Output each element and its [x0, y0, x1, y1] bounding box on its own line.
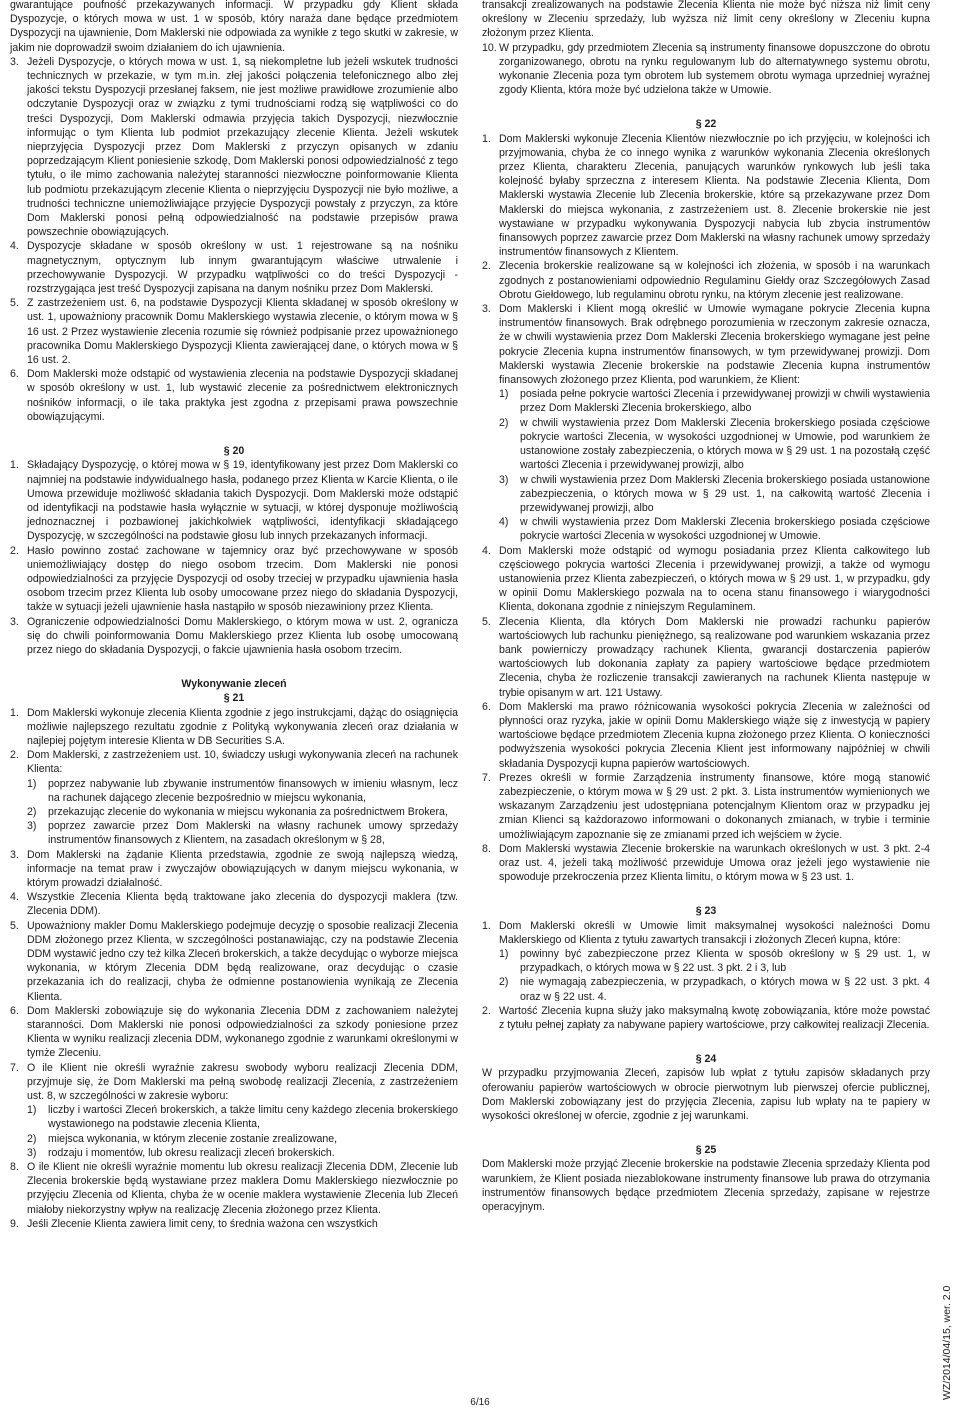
item-number: 1. — [482, 919, 491, 932]
item-text: Dom Maklerski wykonuje Zlecenia Klientów niezwłocznie po ich przyjęciu, w kolejności ich przyjmowania, chyba że co innego wynika z warunków wykonania Zlecenia określonych przez Klienta, charakteru Zlecenia, panujących warunków rynkowych lub jeśli taka kolejność byłaby sprzeczna z interesem Klienta. Na podstawie Zlecenia Klienta, Dom Maklerski wystawia Zlecenie lub Zlecenia brokerskie, które są przekazywane przez Dom Maklerski do miejsca wykonania, z zastrzeżeniem ust. 8. Zlecenie brokerskie nie jest wystawiane w przypadku wykonywania Dyspozycji nabycia lub zbycia instrumentów finansowych poprzez zawarcie przez Dom Maklerski na własny rachunek umowy sprzedaży instrumentów finansowych z Klientem. — [499, 132, 930, 259]
item-text: Upoważniony makler Domu Maklerskiego podejmuje decyzję o sposobie realizacji Zlecenia DDM złożonego przez Klienta, w szczególności postanawiając, czy na podstawie Zlecenia DDM wystawić jedno czy też kilka Zleceń brokerskich, a także decydując o wyborze miejsca wykonania, w którym Zlecenia DDM będą realizowane, oraz decydując o czasie przekazania ich do realizacji, chyba że odmienne postanowienia wynikają ze Zlecenia Klienta. — [27, 919, 458, 1003]
item-number: 1) — [27, 777, 37, 790]
list-item — [10, 367, 458, 424]
item-text: miejsca wykonania, w którym zlecenie zostanie zrealizowane, — [48, 1132, 338, 1145]
list-item — [482, 302, 930, 387]
document-version-code: WZ/2014/04/15, wer. 2.0 — [941, 1285, 953, 1400]
item-text: nie wymagają zabezpieczenia, w przypadkach, o których mowa w § 22 ust. 3 pkt. 4 oraz w § 22 ust. 4. — [520, 976, 930, 1003]
list-item — [10, 296, 458, 367]
item-text: Dom Maklerski i Klient mogą określić w Umowie wymagane pokrycie Zlecenia kupna instrumentów finansowych. Brak odrębnego porozumienia w rzeczonym zakresie oznacza, że w chwili wystawienia przez Dom Maklerski Zlecenia brokerskiego wymagane jest pełne pokrycie Zlecenia kupna instrumentów finansowych, w tym przewidywanej prowizji. Dom Maklerski wystawia Zlecenie brokerskie na podstawie Zlecenia kupna instrumentów finansowych złożonego przez Klienta, pod warunkiem, że Klient: — [499, 303, 930, 387]
item-text: w chwili wystawienia przez Dom Maklerski Zlecenia brokerskiego posiada ustanowione zabezpieczenia, o których mowa w § 29 ust. 1, na całkowitą wartość Zlecenia i przewidywanej prowizji, albo — [520, 473, 930, 514]
item-number: 5. — [482, 615, 491, 628]
list-item — [10, 544, 458, 615]
list-item — [10, 1160, 458, 1217]
spacer — [482, 97, 930, 117]
list-item — [482, 919, 930, 947]
list-item — [482, 41, 930, 98]
item-number: 4. — [10, 240, 19, 253]
item-number: 4. — [482, 544, 491, 557]
item-number: 4) — [499, 516, 509, 529]
item-text: Dom Maklerski, z zastrzeżeniem ust. 10, świadczy usługi wykonywania zleceń na rachunek Klienta: — [27, 749, 458, 776]
list-item — [10, 1061, 458, 1104]
item-number: 1. — [482, 132, 491, 145]
list-item — [10, 848, 458, 891]
list-item — [482, 132, 930, 260]
item-number: 7. — [10, 1061, 19, 1074]
item-number: 3) — [27, 1146, 37, 1159]
item-text: w chwili wystawienia przez Dom Maklerski Zlecenia brokerskiego posiada częściowe pokrycie wartości Zlecenia, w wysokości uzgodnionej w Umowie, pod warunkiem że ustanowione zostały zabezpieczenia, o których mowa w § 29 ust. 1 na pozostałą część wartości Zlecenia i przewidywanej prowizji, albo — [520, 416, 930, 472]
list-item — [10, 1004, 458, 1061]
item-text: Dom Maklerski określi w Umowie limit maksymalnej wysokości należności Domu Maklerskiego od Klienta z tytułu zawartych transakcji i złożonych Zleceń kupna, które: — [499, 919, 930, 946]
item-text: Jeżeli Dyspozycje, o których mowa w ust. 1, są niekompletne lub jeżeli wskutek trudności technicznych w przekazie, w tym m.in. złej jakości połączenia telefonicznego albo złej jakości tekstu Dyspozycji przesłanej faksem, nie jest możliwe prawidłowe zrozumienie albo odczytanie Dyspozycji oraz w związku z tymi trudnościami rodzą się wątpliwości co do treści Dyspozycji, Dom Maklerski odmawia przyjęcia takich Dyspozycji, niezwłocznie informując o tym Klienta lub podmiot przekazujący zlecenie Klienta. Jeżeli wskutek nieprzyjęcia Dyspozycji przez Dom Maklerski z przyczyn opisanych w zdaniu poprzedzającym Klient poniesienie szkodę, Dom Maklerski ponosi odpowiedzialność z tego tytułu, o ile mimo zachowania należytej staranności niezwłoczne poinformowanie Klienta lub podmiotu przekazującym zlecenie Klienta o nieprzyjęciu Dyspozycji nie było możliwe, a trudności techniczne uniemożliwiające przyjęcie Dyspozycji powstały z przyczyn, za które Dom Maklerski ponosi pełną odpowiedzialność na podstawie przepisów prawa powszechnie obowiązujących. — [27, 55, 458, 239]
sub-list-item — [27, 819, 458, 847]
sub-list-item — [499, 416, 930, 473]
item-text: O ile Klient nie określi wyraźnie momentu lub okresu realizacji Zlecenia DDM, Zlecenie lub Zlecenia brokerskie będą wystawiane przez maklera Domu Maklerskiego niezwłocznie po przyjęciu Zlecenia od Klienta, chyba że w ocenie maklera wystawienie Zlecenia lub Zleceń miałoby niekorzystny wpływ na realizację Zlecenia złożonego przez Klienta. — [27, 1161, 458, 1216]
section-number: § 20 — [223, 445, 245, 458]
item-number: 10. — [482, 41, 497, 54]
spacer — [482, 1032, 930, 1052]
sub-list-item — [499, 515, 930, 543]
item-number: 1. — [10, 459, 19, 472]
item-number: 2) — [499, 416, 509, 429]
sub-list-item — [499, 473, 930, 516]
section-number: § 25 — [695, 1144, 717, 1157]
item-text: Jeśli Zlecenie Klienta zawiera limit ceny, to średnia ważona cen wszystkich — [27, 1217, 378, 1230]
item-text: Dom Maklerski wykonuje zlecenia Klienta zgodnie z jego instrukcjami, dążąc do osiągnięcia możliwie najlepszego rezultatu zgodnie z Polityką wykonywania zleceń oraz działania w najlepiej pojętym interesie Klienta w DB Securities S.A. — [27, 706, 458, 747]
item-number: 1) — [499, 388, 509, 401]
list-item — [10, 55, 458, 240]
list-item — [482, 615, 930, 700]
paragraph: Dom Maklerski może przyjąć Zlecenie brokerskie na podstawie Zlecenia sprzedaży Klienta pod warunkiem, że Klient posiada niezablokowane instrumenty finansowe lub prawa do otrzymania instrumentów finansowych będące przedmiotem Zlecenia sprzedaży, zapisane w rejestrze operacyjnym. — [482, 1158, 930, 1214]
item-number: 4. — [10, 891, 19, 904]
item-text: Prezes określi w formie Zarządzenia instrumenty finansowe, które mogą stanowić zabezpieczenie, o którym mowa w § 29 ust. 2 pkt. 3. Lista instrumentów wymienionych we wskazanym Zarządzeniu jest udostępniana potencjalnym Klientom oraz w przypadku jej zmian Klienci są każdorazowo informowani o dokonanych zmianach, w trybie i terminie umożliwiającym zapoznanie się ze zmianami przed ich wejściem w życie. — [499, 771, 930, 841]
item-text: Dom Maklerski może odstąpić od wymogu posiadania przez Klienta całkowitego lub częściowego pokrycia wartości Zlecenia i przewidywanej prowizji, a także od wymogu ustanowienia przez Klienta zabezpieczeń, o których mowa w § 29 ust. 1, w przypadku, gdy w opinii Domu Maklerskiego pozwala na to ocena stanu finansowego i wiarygodności Klienta, dokonana zgodnie z niniejszym Regulaminem. — [499, 544, 930, 614]
list-item — [482, 842, 930, 885]
item-text: Dom Maklerski może odstąpić od wystawienia zlecenia na podstawie Dyspozycji składanej w sposób określony w ust. 1, lub wystawić zlecenie za pośrednictwem elektronicznych nośników informacji, o ile taka praktyka jest zgodna z przepisami prawa powszechnie obowiązującymi. — [27, 368, 458, 423]
paragraph: W przypadku przyjmowania Zleceń, zapisów lub wpłat z tytułu zapisów składanych przy oferowaniu papierów wartościowych w obrocie pierwotnym lub pierwszej ofercie publicznej, Dom Maklerski zobowiązany jest do przyjęcia Zlecenia, zapisu lub wpłaty na te papiery w wysokości określonej w ofercie, zgodnie z jej warunkami. — [482, 1067, 930, 1123]
item-number: 3. — [10, 848, 19, 861]
paragraph: gwarantujące poufność przekazywanych informacji. W przypadku gdy Klient składa Dyspozycje, o których mowa w ust. 1 w sposób, który naraża dane będące przedmiotem Dyspozycji na ujawnienie, Dom Maklerski nie odpowiada za wynikłe z tego skutki w zakresie, w jakim nie doprowadził swoim działaniem do ich ujawnienia. — [10, 0, 458, 54]
item-number: 6. — [10, 1004, 19, 1017]
section-number: § 24 — [695, 1053, 717, 1066]
item-text: Zlecenia Klienta, dla których Dom Maklerski nie prowadzi rachunku papierów wartościowych lub rachunku pieniężnego, są realizowane pod warunkiem wskazania przez bank powierniczy prowadzący rachunek Klienta, gwarancji dostarczenia papierów wartościowych lub dokonania zapłaty za papiery wartościowe będące przedmiotem Zlecenia, chyba że rozliczenie transakcji zawieranych na rachunek Klienta następuje w trybie opisanym w art. 121 Ustawy. — [499, 615, 930, 699]
sub-list-item — [27, 805, 458, 819]
item-text: W przypadku, gdy przedmiotem Zlecenia są instrumenty finansowe dopuszczone do obrotu zorganizowanego, obrotu na rynku regulowanym lub do alternatywnego systemu obrotu, wykonanie Zlecenia poza tym obrotem lub systemem obrotu wymaga uprzedniej wyraźnej zgody Klienta, która może być udzielona także w Umowie. — [499, 41, 930, 97]
item-number: 9. — [10, 1217, 19, 1230]
section-number: § 23 — [695, 905, 717, 918]
sub-list-item — [499, 975, 930, 1003]
list-item — [10, 890, 458, 918]
sub-list-item — [499, 947, 930, 975]
list-item — [10, 615, 458, 658]
item-number: 6. — [482, 700, 491, 713]
item-number: 8. — [482, 842, 491, 855]
item-text: Z zastrzeżeniem ust. 6, na podstawie Dyspozycji Klienta składanej w sposób określony w ust. 1, upoważniony pracownik Domu Maklerskiego wystawia zlecenie, o którym mowa w § 16 ust. 2 Przez wystawienie zlecenia rozumie się również podpisanie przez upoważnionego pracownika Domu Maklerskiego Dyspozycji Klienta zawierającej dane, o których mowa w § 16 ust. 2. — [27, 297, 458, 367]
spacer — [10, 424, 458, 444]
spacer — [482, 1123, 930, 1143]
item-text: rodzaju i momentów, lub okresu realizacji zleceń brokerskich. — [48, 1146, 335, 1159]
item-text: O ile Klient nie określi wyraźnie zakresu swobody wyboru realizacji Zlecenia DDM, przyjmuje się, że Dom Maklerski ma pełną swobodę realizacji Zlecenia, z zastrzeżeniem ust. 8, w szczególności w zakresie wyboru: — [27, 1061, 458, 1103]
list-item — [10, 706, 458, 749]
paragraph: transakcji zrealizowanych na podstawie Zlecenia Klienta nie może być niższa niż limit ceny określony w Zleceniu sprzedaży, lub wyższa niż limit ceny określony w Zleceniu kupna złożonym przez Klienta. — [482, 0, 930, 40]
item-number: 2. — [482, 260, 491, 273]
list-item — [482, 700, 930, 771]
item-number: 6. — [10, 368, 19, 381]
item-number: 3) — [499, 473, 509, 486]
item-number: 2. — [10, 749, 19, 762]
page-number: 6/16 — [470, 1397, 490, 1408]
list-item — [10, 458, 458, 543]
item-number: 2) — [27, 1132, 37, 1145]
item-number: 3. — [10, 615, 19, 628]
item-text: przekazując zlecenie do wykonania w miejscu wykonania za pośrednictwem Brokera, — [48, 805, 448, 818]
item-number: 7. — [482, 771, 491, 784]
right-column — [482, 0, 930, 1214]
sub-list-item — [499, 387, 930, 415]
item-text: Dom Maklerski ma prawo różnicowania wysokości pokrycia Zlecenia w zależności od płynności oraz ryzyka, jakie w opinii Domu Maklerskiego wiąże się z inwestycją w papiery wartościowe będące przedmiotem Zlecenia kupna złożonego przez Klienta. O konieczności podwyższenia wysokości pokrycia Zlecenia Klient jest informowany najpóźniej w chwili składania Dyspozycji kupna papierów wartościowych. — [499, 700, 930, 770]
item-text: poprzez zawarcie przez Dom Maklerski na własny rachunek umowy sprzedaży instrumentów finansowych z Klientem, na zasadach określonym w § 28, — [48, 820, 458, 847]
list-item — [10, 919, 458, 1004]
item-number: 5. — [10, 297, 19, 310]
item-number: 1. — [10, 706, 19, 719]
item-text: Zlecenia brokerskie realizowane są w kolejności ich złożenia, w sposób i na warunkach zgodnych z postanowieniami odpowiednio Regulaminu Giełdy oraz Szczegółowych Zasad Obrotu Giełdowego, lub regulaminu obrotu rynku, na którym zlecenie jest realizowane. — [499, 260, 930, 301]
item-number: 3. — [10, 55, 19, 68]
spacer — [10, 657, 458, 677]
list-item — [10, 239, 458, 296]
item-number: 3) — [27, 820, 37, 833]
spacer — [482, 884, 930, 904]
sub-list-item — [27, 777, 458, 805]
item-number: 2) — [499, 976, 509, 989]
item-text: Ograniczenie odpowiedzialności Domu Maklerskiego, o którym mowa w ust. 2, ogranicza się do chwili poinformowania Domu Maklerskiego przez Klienta lub osobę umocowaną przez niego do składania Dyspozycji, o fakcie ujawnienia hasła osobom trzecim. — [27, 615, 458, 656]
item-text: posiada pełne pokrycie wartości Zlecenia i przewidywanej prowizji w chwili wystawienia przez Dom Maklerski Zlecenia brokerskiego, albo — [520, 388, 930, 415]
section-number: § 22 — [695, 118, 717, 131]
item-text: Wartość Zlecenia kupna służy jako maksymalną kwotę zobowiązania, które może powstać z tytułu pełnej zapłaty za nabywane papiery wartościowe, przy całkowitej realizacji Zlecenia. — [499, 1004, 930, 1032]
sub-list-item — [27, 1103, 458, 1131]
item-text: Dom Maklerski zobowiązuje się do wykonania Zlecenia DDM z zachowaniem należytej staranności. Dom Maklerski nie ponosi odpowiedzialności za szkody poniesione przez Klienta w wyniku realizacji zlecenia DDM, wykonanego zgodnie z warunkami określonymi w tymże Zleceniu. — [27, 1004, 458, 1060]
item-number: 1) — [27, 1104, 37, 1117]
item-text: poprzez nabywanie lub zbywanie instrumentów finansowych w imieniu własnym, lecz na rachunek dającego zlecenie bezpośrednio w miejscu wykonania, — [48, 777, 458, 804]
item-text: Dom Maklerski wystawia Zlecenie brokerskie na warunkach określonych w ust. 3 pkt. 2-4 oraz ust. 4, jeżeli taką możliwość przewiduje Umowa oraz jeżeli jego wystawienie nie spowoduje przekroczenia przez Klienta limitu, o którym mowa w § 23 ust. 1. — [499, 842, 930, 884]
left-column — [10, 0, 458, 1231]
item-text: Składający Dyspozycję, o której mowa w § 19, identyfikowany jest przez Dom Maklerski co najmniej na podstawie indywidualnego hasła, podanego przez Klienta w Karcie Klienta, o ile Umowa przewiduje możliwość składania takich Dyspozycji. Dom Maklerski może odstąpić od identyfikacji na podstawie hasła wyłącznie w sytuacji, w której dysponuje możliwością jednoznacznej i pozbawionej jakichkolwiek wątpliwości, identyfikacji składającego Dyspozycję, w szczególności na podstawie głosu lub innych przekazanych informacji. — [27, 459, 458, 543]
item-text: Wszystkie Zlecenia Klienta będą traktowane jako zlecenia do dyspozycji maklera (tzw. Zlecenia DDM). — [27, 891, 458, 918]
item-number: 5. — [10, 919, 19, 932]
section-number: § 21 — [223, 692, 245, 705]
sub-list-item — [27, 1132, 458, 1146]
item-number: 8. — [10, 1161, 19, 1174]
item-number: 1) — [499, 948, 509, 960]
list-item — [10, 1217, 458, 1231]
item-number: 2) — [27, 805, 37, 818]
item-text: powinny być zabezpieczone przez Klienta w sposób określony w § 29 ust. 1, w przypadkach, o których mowa w § 22 ust. 3 pkt. 2 i 3, lub — [520, 948, 930, 975]
item-text: Dom Maklerski na żądanie Klienta przedstawia, zgodnie ze swoją najlepszą wiedzą, informacje na temat praw i zwyczajów obowiązujących w danym miejscu wykonania, w którym prowadzi działalność. — [27, 848, 458, 889]
list-item — [482, 1004, 930, 1032]
list-item — [10, 748, 458, 776]
item-text: liczby i wartości Zleceń brokerskich, a także limitu ceny każdego zlecenia brokerskiego wystawionego na podstawie zlecenia Klienta, — [48, 1104, 458, 1131]
list-item — [482, 771, 930, 842]
item-text: Hasło powinno zostać zachowane w tajemnicy oraz być przechowywane w sposób uniemożliwiający dostęp do niego osobom trzecim. Dom Maklerski nie ponosi odpowiedzialności za przyjęcie Dyspozycji od osoby trzeciej w przypadku ujawnienia hasła osobom trzecim przez Klienta lub osoby umocowane przez niego do składania Dyspozycji, także w sytuacji jeżeli ujawnienie hasła nastąpiło w sposób niezawiniony przez Klienta. — [27, 544, 458, 614]
item-number: 3. — [482, 303, 491, 316]
item-text: Dyspozycje składane w sposób określony w ust. 1 rejestrowane są na nośniku magnetycznym, optycznym lub innym gwarantującym właściwe utrwalenie i przechowywanie Dyspozycji. W przypadku wątpliwości co do treści Dyspozycji - rozstrzygająca jest treść Dyspozycji zapisana na danym nośniku przez Dom Maklerski. — [27, 240, 458, 296]
list-item — [482, 544, 930, 615]
sub-list-item — [27, 1146, 458, 1160]
item-text: w chwili wystawienia przez Dom Maklerski Zlecenia brokerskiego posiada częściowe pokrycie wartości Zlecenia w wysokości uzgodnionej w Umowie. — [520, 516, 930, 543]
list-item — [482, 259, 930, 302]
item-number: 2. — [482, 1004, 491, 1017]
section-heading: Wykonywanie zleceń — [181, 678, 287, 691]
item-number: 2. — [10, 544, 19, 557]
